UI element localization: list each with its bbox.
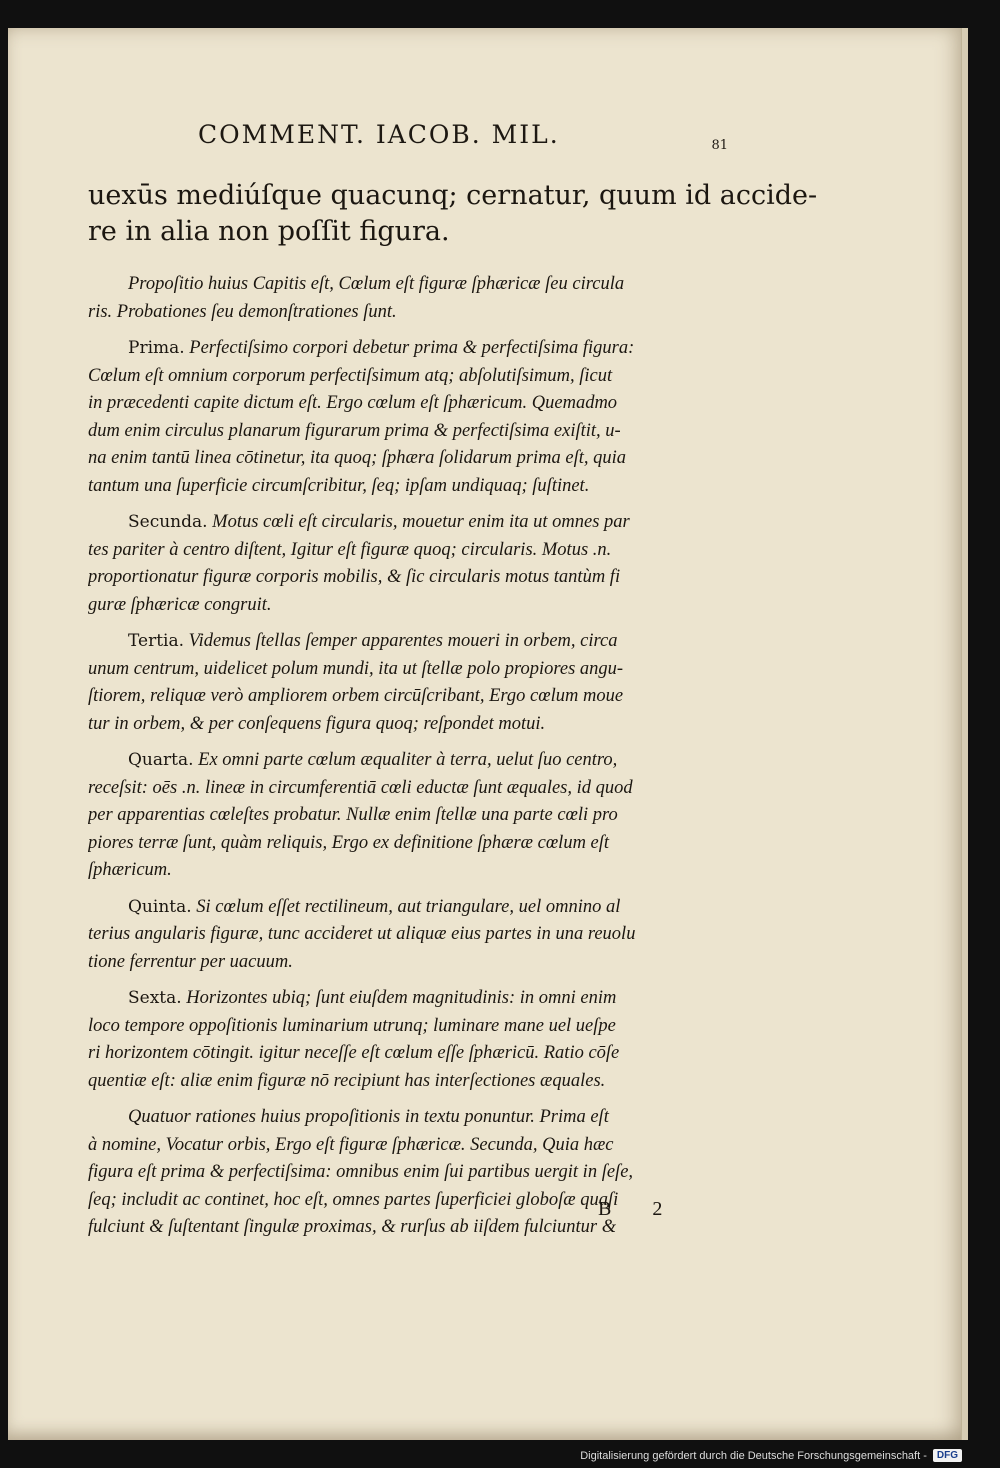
footer-text: Digitalisierung gefördert durch die Deutsche Forschungsgemeinschaft - — [580, 1449, 927, 1462]
text-line — [88, 921, 713, 949]
line-text: Perfectiſsimo corpori debetur prima & perfectiſsima figura: — [189, 338, 635, 358]
paragraph-label: Quinta. — [128, 896, 192, 917]
text-line — [88, 537, 713, 565]
line-text: dum enim circulus planarum figurarum prima & perfectiſsima exiſtit, u- — [88, 420, 621, 441]
text-line — [88, 985, 713, 1013]
text-line — [88, 1013, 713, 1041]
text-line — [88, 747, 713, 775]
line-text: ris. Probationes ſeu demonſtrationes ſunt. — [88, 301, 397, 322]
text-line — [88, 949, 713, 977]
line-text: ſeq; includit ac continet, hoc eſt, omnes partes ſuperficiei globoſæ quaſi — [88, 1189, 619, 1210]
paragraph-label: Quarta. — [128, 750, 194, 770]
line-text: Cœlum eſt omnium corporum perfectiſsimum atq; abſolutiſsimum, ſicut — [88, 365, 613, 386]
line-text: receſsit: oēs .n. lineæ in circumferentiā cœli eductæ ſunt æquales, id quod — [88, 777, 633, 798]
paragraph-label: Tertia. — [128, 631, 185, 651]
text-line — [88, 390, 713, 418]
line-text: loco tempore oppoſitionis luminarium utrunq; luminare mane uel ueſpe — [88, 1015, 616, 1036]
paragraph-label: Prima. — [128, 338, 185, 358]
line-text: ſphæricum. — [88, 860, 172, 880]
text-line — [88, 683, 713, 711]
text-line — [88, 363, 713, 391]
book-page — [8, 28, 968, 1440]
line-text: ri horizontem cōtingit. igitur neceſſe eſt cœlum eſſe ſphæricū. Ratio cōſe — [88, 1043, 620, 1063]
line-text: Motus cœli eſt circularis, mouetur enim ita ut omnes par — [212, 512, 630, 532]
line-text: Ex omni parte cœlum æqualiter à terra, uelut ſuo centro, — [198, 750, 618, 770]
text-line — [88, 711, 713, 739]
main-text — [88, 271, 713, 1242]
text-line — [88, 445, 713, 473]
text-line — [88, 1159, 713, 1187]
footer — [580, 1449, 962, 1462]
line-text: na enim tantū linea cōtinetur, ita quoq; ſphæra ſolidarum prima eſt, quia — [88, 448, 627, 468]
line-text: Si cœlum eſſet rectilineum, aut triangulare, uel omnino al — [196, 896, 621, 917]
line-text: tur in orbem, & per conſequens figura quoq; reſpondet motui. — [88, 713, 546, 734]
text-line — [88, 564, 713, 592]
line-text: in præcedenti capite dictum eſt. Ergo cœlum eſt ſphæricum. Quemadmo — [88, 393, 618, 413]
text-line — [88, 802, 713, 830]
line-text: per apparentias cœleſtes probatur. Nullæ enim ſtellæ una parte cœli pro — [88, 805, 618, 825]
line-text: tantum una ſuperficie circumſcribitur, ſeq; ipſam undiquaq; ſuſtinet. — [88, 475, 590, 496]
text-line — [88, 1104, 713, 1132]
text-line — [88, 509, 713, 537]
line-text: piores terræ ſunt, quàm reliquis, Ergo ex definitione ſphæræ cœlum eſt — [88, 832, 610, 853]
line-text: quentiæ eſt: aliæ enim figuræ nō recipiunt has interſectiones æquales. — [88, 1070, 606, 1091]
line-text: Horizontes ubiq; ſunt eiuſdem magnitudinis: in omni enim — [186, 988, 617, 1008]
text-line — [88, 775, 713, 803]
text-line — [88, 418, 713, 446]
text-line — [88, 1040, 713, 1068]
text-line — [88, 271, 713, 299]
text-line — [88, 335, 713, 363]
line-text: Quatuor rationes huius propoſitionis in textu ponuntur. Prima eſt — [128, 1107, 609, 1127]
line-text: fulciunt & ſuſtentant ſingulæ proximas, & rurſus ab iiſdem fulciuntur & — [88, 1217, 617, 1237]
text-line — [88, 592, 713, 620]
text-line — [88, 628, 713, 656]
line-text: guræ ſphæricæ congruit. — [88, 594, 272, 615]
line-text: tione ferrentur per uacuum. — [88, 951, 293, 972]
lead-text — [88, 178, 818, 250]
line-text: Propoſitio huius Capitis eſt, Cœlum eſt figuræ ſphæricæ ſeu circula — [128, 274, 625, 294]
text-line — [88, 857, 713, 885]
paragraph-label: Sexta. — [128, 988, 182, 1008]
dfg-logo-icon: DFG — [933, 1449, 962, 1462]
line-text: unum centrum, uidelicet polum mundi, ita ut ſtellæ polo propiores angu- — [88, 658, 624, 679]
line-text: ſtiorem, reliquæ verò ampliorem orbem circūſcribant, Ergo cœlum moue — [88, 686, 624, 706]
lead-line: re in alia non poſſit figura. — [88, 216, 450, 247]
lead-line: uexūs mediúſque quacunq; cernatur, quum id accide- — [88, 180, 818, 211]
line-text: proportionatur figuræ corporis mobilis, & ſic circularis motus tantùm fi — [88, 567, 621, 587]
line-text: Videmus ſtellas ſemper apparentes moueri in orbem, circa — [188, 631, 618, 651]
text-line — [88, 1132, 713, 1160]
text-line — [88, 1068, 713, 1096]
line-text: à nomine, Vocatur orbis, Ergo eſt figuræ ſphæricæ. Secunda, Quia hæc — [88, 1134, 614, 1155]
line-text: tes pariter à centro diſtent, Igitur eſt figuræ quoq; circularis. Motus .n. — [88, 539, 612, 560]
text-line — [88, 473, 713, 501]
line-text: figura eſt prima & perfectiſsima: omnibus enim ſui partibus uergit in ſeſe, — [88, 1162, 634, 1182]
text-line — [88, 656, 713, 684]
running-head: COMMENT. IACOB. MIL. — [198, 120, 560, 149]
signature-mark: B 2 — [598, 1198, 681, 1220]
folio-number: 81 — [711, 138, 728, 153]
text-line — [88, 894, 713, 922]
text-line — [88, 299, 713, 327]
paragraph-label: Secunda. — [128, 512, 208, 532]
line-text: terius angularis figuræ, tunc accideret ut aliquæ eius partes in una reuolu — [88, 924, 636, 944]
text-line — [88, 830, 713, 858]
